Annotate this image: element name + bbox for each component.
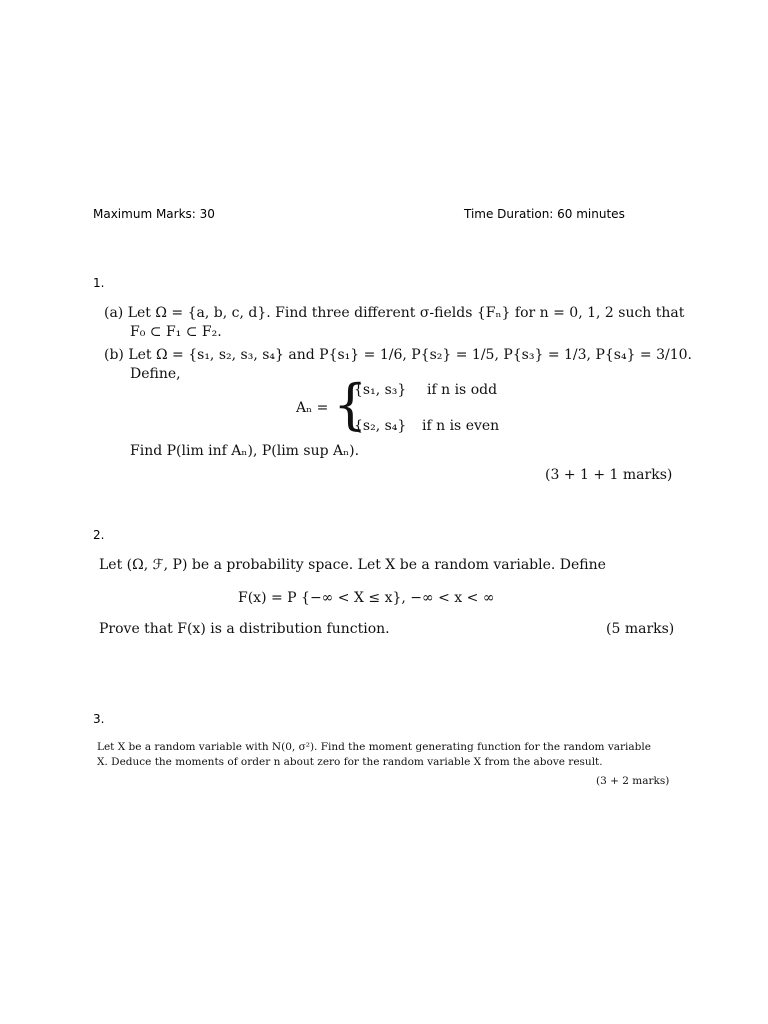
q3-line2: X. Deduce the moments of order n about zero for the random variable X from the above result. (97, 756, 603, 768)
q2-marks: (5 marks) (606, 621, 675, 637)
q3-marks: (3 + 2 marks) (596, 775, 670, 787)
an-label: Aₙ = (296, 400, 329, 416)
q2-formula: F(x) = P {−∞ < X ≤ x}, −∞ < x < ∞ (238, 590, 495, 606)
case-even-condition: if n is even (422, 418, 500, 434)
q1-marks: (3 + 1 + 1 marks) (545, 467, 673, 483)
q1-find: Find P(lim inf Aₙ), P(lim sup Aₙ). (130, 443, 360, 459)
q1-part-b-line2: Define, (130, 366, 181, 382)
question-3-number: 3. (93, 712, 105, 726)
left-brace: { (333, 373, 368, 436)
q1-part-a-line2: F₀ ⊂ F₁ ⊂ F₂. (130, 324, 222, 340)
case-even-set: {s₂, s₄} (354, 418, 407, 434)
case-odd-set: {s₁, s₃} (354, 382, 407, 398)
q2-line1: Let (Ω, ℱ, P) be a probability space. Let X be a random variable. Define (99, 557, 606, 573)
q2-line2: Prove that F(x) is a distribution function. (99, 621, 390, 637)
question-2-number: 2. (93, 528, 105, 542)
case-odd-condition: if n is odd (427, 382, 498, 398)
max-marks: Maximum Marks: 30 (93, 207, 215, 221)
q1-part-a-line1: (a) Let Ω = {a, b, c, d}. Find three different σ-fields {Fₙ} for n = 0, 1, 2 such that (104, 305, 685, 321)
q3-line1: Let X be a random variable with N(0, σ²). Find the moment generating function for the random variable (97, 741, 651, 753)
q1-part-b-line1: (b) Let Ω = {s₁, s₂, s₃, s₄} and P{s₁} = 1/6, P{s₂} = 1/5, P{s₃} = 1/3, P{s₄} = 3/10. (104, 347, 692, 363)
time-duration: Time Duration: 60 minutes (464, 207, 625, 221)
question-1-number: 1. (93, 276, 105, 290)
